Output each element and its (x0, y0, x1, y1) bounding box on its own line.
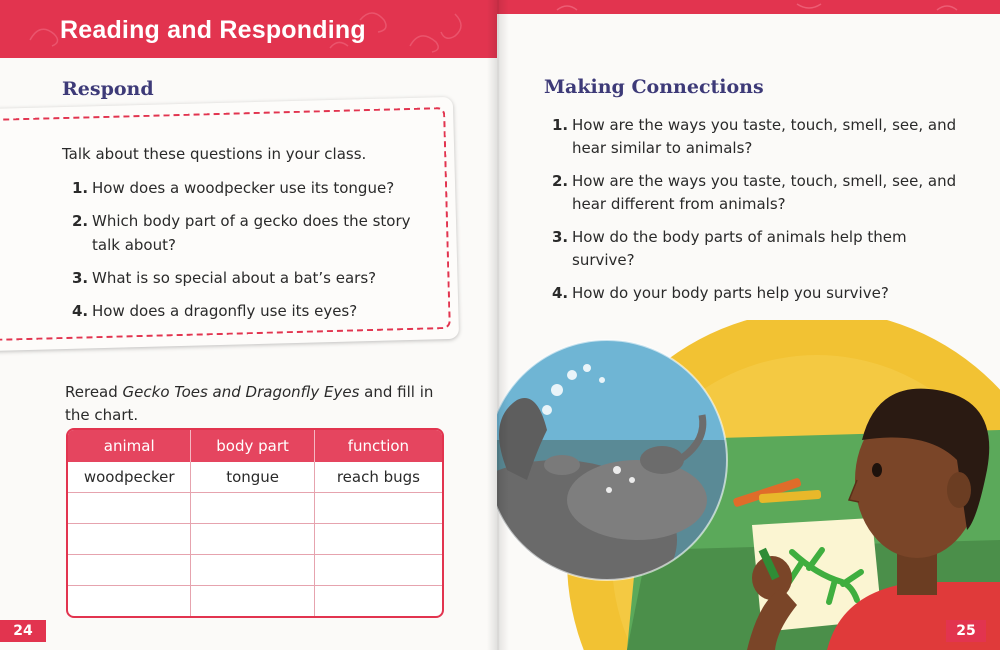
table-cell[interactable] (315, 493, 442, 524)
question-text: How does a woodpecker use its tongue? (92, 179, 395, 197)
swirl-decoration-icon (497, 0, 1000, 14)
page-number-left: 24 (0, 620, 46, 642)
right-page (497, 0, 1000, 650)
table-row (68, 493, 442, 524)
table-cell[interactable] (191, 555, 314, 586)
page-header-title: Reading and Responding (60, 16, 366, 44)
table-cell: woodpecker (68, 462, 191, 493)
table-cell[interactable] (191, 524, 314, 555)
left-page (0, 0, 497, 650)
reread-prefix: Reread (65, 383, 123, 401)
column-header-body-part: body part (191, 430, 314, 462)
animal-chart-table (66, 428, 444, 618)
book-title: Gecko Toes and Dragonfly Eyes (122, 383, 360, 401)
table-cell[interactable] (68, 555, 191, 586)
question-text: How are the ways you taste, touch, smell, see, and hear different from animals? (572, 172, 957, 213)
table-cell[interactable] (315, 555, 442, 586)
question-number: 2. (72, 212, 89, 230)
page-number-text: 25 (946, 620, 986, 642)
reread-suffix: and fill in the chart. (65, 383, 434, 424)
table-row (68, 462, 442, 493)
header-band-right (497, 0, 1000, 14)
table-row (68, 524, 442, 555)
table-cell[interactable] (315, 586, 442, 616)
list-item (72, 299, 442, 323)
list-item (552, 170, 972, 216)
list-item (552, 114, 972, 160)
table-cell[interactable] (191, 493, 314, 524)
connections-question-list (552, 114, 972, 315)
table-cell[interactable] (68, 524, 191, 555)
question-number: 4. (72, 302, 89, 320)
question-text: How do the body parts of animals help them survive? (572, 228, 907, 269)
question-number: 2. (552, 172, 569, 190)
table-row (68, 555, 442, 586)
question-number: 3. (72, 269, 89, 287)
table-row (68, 586, 442, 616)
table-cell[interactable] (68, 586, 191, 616)
table-cell[interactable] (68, 493, 191, 524)
list-item (552, 226, 972, 272)
table-header-row (68, 430, 442, 462)
reread-instruction (65, 381, 455, 427)
question-number: 4. (552, 284, 569, 302)
column-header-animal: animal (68, 430, 191, 462)
page-number-right (946, 620, 986, 642)
list-item (72, 209, 442, 257)
table-cell: tongue (191, 462, 314, 493)
list-item (72, 266, 442, 290)
respond-heading: Respond (62, 78, 154, 100)
respond-intro: Talk about these questions in your class. (62, 145, 367, 163)
question-text: How does a dragonfly use its eyes? (92, 302, 358, 320)
making-connections-heading: Making Connections (544, 76, 764, 98)
question-text: How do your body parts help you survive? (572, 284, 889, 302)
header-band (0, 0, 497, 58)
question-number: 1. (552, 116, 569, 134)
table-cell: reach bugs (315, 462, 442, 493)
question-text: What is so special about a bat’s ears? (92, 269, 377, 287)
list-item (72, 176, 442, 200)
table-cell[interactable] (191, 586, 314, 616)
question-number: 1. (72, 179, 89, 197)
question-number: 3. (552, 228, 569, 246)
column-header-function: function (315, 430, 442, 462)
table-cell[interactable] (315, 524, 442, 555)
question-text: Which body part of a gecko does the story talk about? (92, 212, 411, 254)
respond-question-list (72, 176, 442, 332)
question-text: How are the ways you taste, touch, smell, see, and hear similar to animals? (572, 116, 957, 157)
boy-and-elephants-illustration (497, 320, 1000, 650)
list-item (552, 282, 972, 305)
